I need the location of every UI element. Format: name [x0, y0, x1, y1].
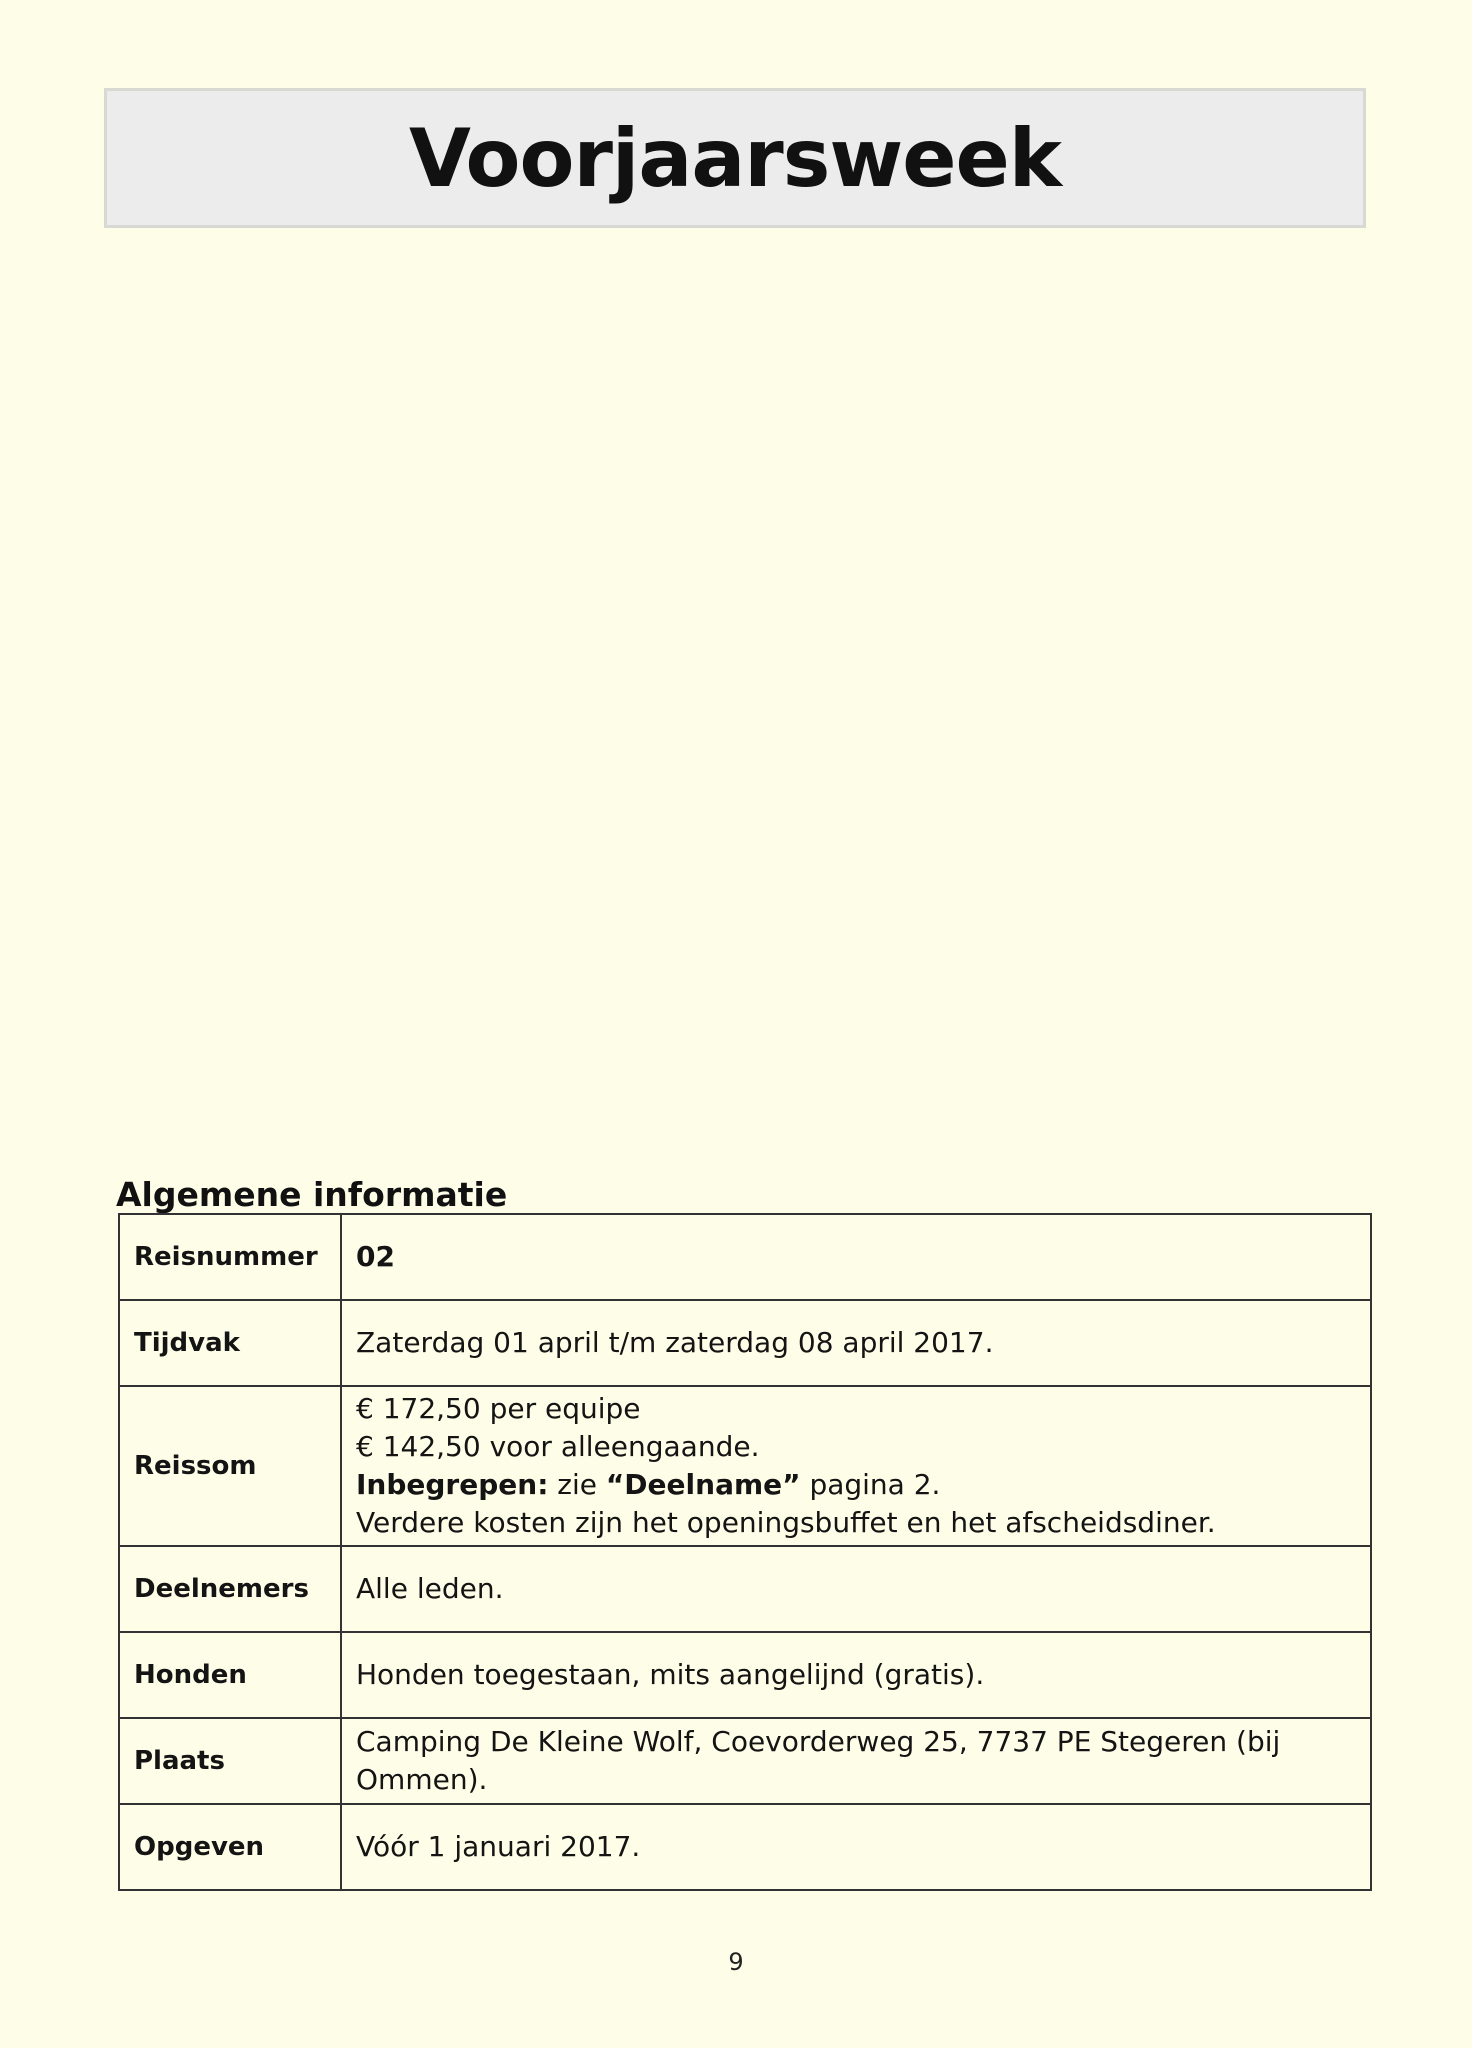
row-label-opgeven: Opgeven	[119, 1804, 341, 1890]
table-row	[119, 1300, 1371, 1386]
extra-costs: Verdere kosten zijn het openingsbuffet en het afscheidsdiner.	[356, 1506, 1216, 1539]
row-value-opgeven: Vóór 1 januari 2017.	[341, 1804, 1371, 1890]
row-value-deelnemers: Alle leden.	[341, 1546, 1371, 1632]
title-banner	[104, 88, 1366, 228]
price-equipe: € 172,50 per equipe	[356, 1392, 641, 1425]
row-value-reisnummer: 02	[341, 1214, 1371, 1300]
table-row	[119, 1386, 1371, 1546]
row-value-reissom	[341, 1386, 1371, 1546]
section-heading: Algemene informatie	[116, 1175, 508, 1214]
table-row	[119, 1546, 1371, 1632]
included-line	[356, 1466, 1356, 1504]
row-value-tijdvak: Zaterdag 01 april t/m zaterdag 08 april 2017.	[341, 1300, 1371, 1386]
table-row	[119, 1804, 1371, 1890]
row-label-reissom: Reissom	[119, 1386, 341, 1546]
table-row	[119, 1632, 1371, 1718]
included-ref: “Deelname”	[605, 1468, 801, 1501]
row-label-honden: Honden	[119, 1632, 341, 1718]
row-label-tijdvak: Tijdvak	[119, 1300, 341, 1386]
price-single: € 142,50 voor alleengaande.	[356, 1430, 760, 1463]
row-label-plaats: Plaats	[119, 1718, 341, 1804]
page-number: 9	[728, 1948, 744, 1976]
table-row	[119, 1718, 1371, 1804]
row-value-plaats: Camping De Kleine Wolf, Coevorderweg 25, 7737 PE Stegeren (bij Ommen).	[341, 1718, 1371, 1804]
included-post: pagina 2.	[809, 1468, 941, 1501]
included-label: Inbegrepen:	[356, 1468, 549, 1501]
row-label-deelnemers: Deelnemers	[119, 1546, 341, 1632]
table-row	[119, 1214, 1371, 1300]
row-label-reisnummer: Reisnummer	[119, 1214, 341, 1300]
info-table	[118, 1213, 1372, 1891]
page-title: Voorjaarsweek	[409, 111, 1061, 205]
included-pre: zie	[557, 1468, 597, 1501]
row-value-honden: Honden toegestaan, mits aangelijnd (gratis).	[341, 1632, 1371, 1718]
